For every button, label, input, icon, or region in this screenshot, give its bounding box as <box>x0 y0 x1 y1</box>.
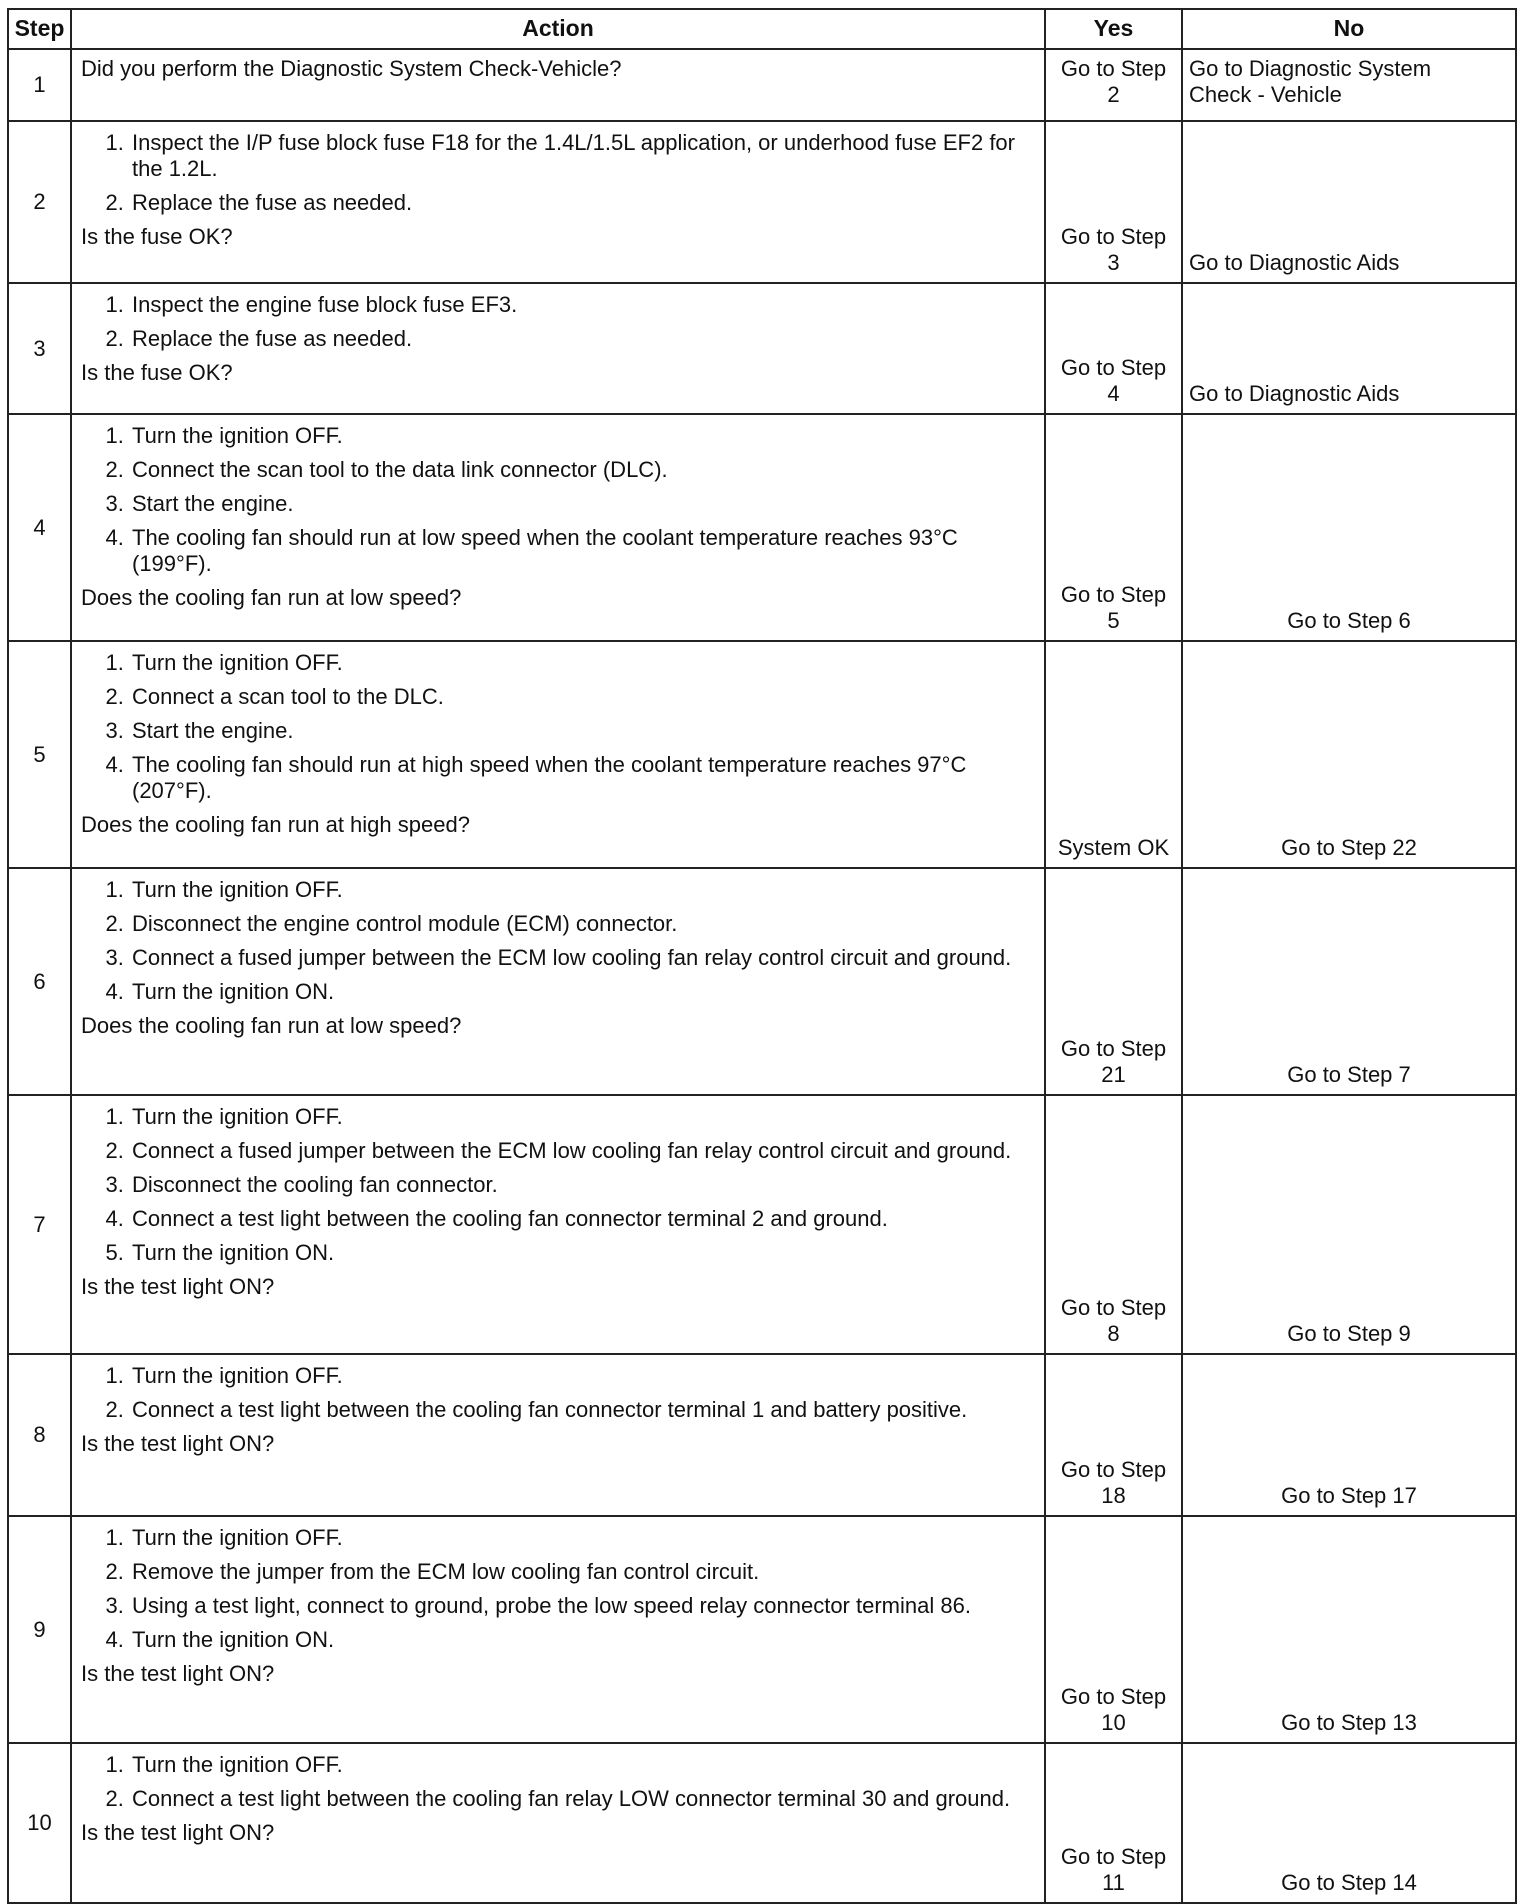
question-text: Does the cooling fan run at high speed? <box>81 811 470 837</box>
instruction-item: 2. Remove the jumper from the ECM low cooling fan control circuit. <box>130 1559 1036 1585</box>
instruction-item: 1. Turn the ignition OFF. <box>130 877 1036 903</box>
instruction-item: 3. Connect a fused jumper between the ECM low cooling fan relay control circuit and ground. <box>130 945 1036 971</box>
no-line: Check - Vehicle <box>1189 81 1342 107</box>
question-text: Is the fuse OK? <box>81 359 233 385</box>
question-text: Does the cooling fan run at low speed? <box>81 584 462 610</box>
action-cell <box>71 1516 1045 1743</box>
no-line: Go to Step 7 <box>1287 1062 1411 1088</box>
yes-line: Go to Step <box>1060 1844 1167 1870</box>
no-line: Go to Step 13 <box>1281 1710 1417 1736</box>
yes-cell <box>1045 1095 1182 1354</box>
action-cell <box>71 1354 1045 1516</box>
header-yes: Yes <box>1045 9 1182 49</box>
no-line: Go to Step 9 <box>1287 1321 1411 1347</box>
instruction-list <box>81 292 1036 352</box>
instruction-item: 4. Turn the ignition ON. <box>130 1627 1036 1653</box>
diagnostic-table-container <box>7 8 1515 1904</box>
table-body <box>8 49 1516 1903</box>
no-line: Go to Step 6 <box>1287 608 1411 634</box>
step-number: 1 <box>8 49 71 121</box>
instruction-item: 1. Inspect the engine fuse block fuse EF3. <box>130 292 1036 318</box>
yes-line: Go to Step <box>1060 1457 1167 1483</box>
no-line: Go to Step 14 <box>1281 1870 1417 1896</box>
yes-cell <box>1045 1516 1182 1743</box>
question-text: Is the test light ON? <box>81 1660 275 1686</box>
instruction-item: 1. Turn the ignition OFF. <box>130 1104 1036 1130</box>
step-number: 9 <box>8 1516 71 1743</box>
action-cell <box>71 414 1045 641</box>
yes-cell <box>1045 283 1182 414</box>
no-cell <box>1182 414 1516 641</box>
yes-line: 21 <box>1101 1062 1126 1088</box>
instruction-item: 2. Connect a scan tool to the DLC. <box>130 684 1036 710</box>
no-cell <box>1182 868 1516 1095</box>
no-cell <box>1182 121 1516 283</box>
table-row <box>8 868 1516 1095</box>
table-row <box>8 121 1516 283</box>
header-row <box>8 9 1516 49</box>
instruction-list <box>81 877 1036 1005</box>
yes-line: 10 <box>1101 1710 1126 1736</box>
action-cell <box>71 641 1045 868</box>
step-number: 2 <box>8 121 71 283</box>
table-row <box>8 1354 1516 1516</box>
table-row <box>8 49 1516 121</box>
instruction-item: 1. Turn the ignition OFF. <box>130 1525 1036 1551</box>
yes-line: System OK <box>1057 835 1170 861</box>
instruction-list <box>81 130 1036 216</box>
no-cell <box>1182 641 1516 868</box>
instruction-item: 3. Disconnect the cooling fan connector. <box>130 1172 1036 1198</box>
no-cell <box>1182 1743 1516 1903</box>
no-cell <box>1182 283 1516 414</box>
instruction-item: 1. Turn the ignition OFF. <box>130 650 1036 676</box>
action-cell <box>71 868 1045 1095</box>
instruction-list <box>81 1752 1036 1812</box>
table-row <box>8 1095 1516 1354</box>
yes-line: 5 <box>1107 608 1120 634</box>
instruction-item: 2. Replace the fuse as needed. <box>130 190 1036 216</box>
table-row <box>8 1743 1516 1903</box>
step-number: 4 <box>8 414 71 641</box>
yes-cell <box>1045 868 1182 1095</box>
action-cell <box>71 1095 1045 1354</box>
action-cell <box>71 49 1045 121</box>
yes-cell <box>1045 1743 1182 1903</box>
instruction-item: 4. Turn the ignition ON. <box>130 979 1036 1005</box>
step-number: 5 <box>8 641 71 868</box>
header-no: No <box>1182 9 1516 49</box>
instruction-item: 1. Inspect the I/P fuse block fuse F18 for the 1.4L/1.5L application, or underhood fuse EF2 for the 1.2L. <box>130 130 1036 182</box>
yes-line: Go to Step <box>1060 56 1167 81</box>
yes-cell <box>1045 641 1182 868</box>
yes-cell <box>1045 414 1182 641</box>
step-number: 10 <box>8 1743 71 1903</box>
question-text: Is the test light ON? <box>81 1430 275 1456</box>
yes-line: Go to Step <box>1060 224 1167 250</box>
yes-cell <box>1045 1354 1182 1516</box>
yes-cell <box>1045 49 1182 121</box>
no-line: Go to Diagnostic Aids <box>1189 250 1400 276</box>
table-row <box>8 414 1516 641</box>
table-row <box>8 283 1516 414</box>
diagnostic-table <box>7 8 1517 1904</box>
header-action: Action <box>71 9 1045 49</box>
yes-line: 8 <box>1107 1321 1120 1347</box>
yes-line: Go to Step <box>1060 355 1167 381</box>
instruction-item: 4. Connect a test light between the cooling fan connector terminal 2 and ground. <box>130 1206 1036 1232</box>
yes-line: 18 <box>1101 1483 1126 1509</box>
instruction-item: 4. The cooling fan should run at high speed when the coolant temperature reaches 97°C (207°F). <box>130 752 1036 804</box>
instruction-item: 3. Using a test light, connect to ground, probe the low speed relay connector terminal 86. <box>130 1593 1036 1619</box>
yes-line: Go to Step <box>1060 1684 1167 1710</box>
question-text: Is the test light ON? <box>81 1273 275 1299</box>
header-step: Step <box>8 9 71 49</box>
instruction-item: 1. Turn the ignition OFF. <box>130 1363 1036 1389</box>
no-line: Go to Step 17 <box>1281 1483 1417 1509</box>
question-text: Does the cooling fan run at low speed? <box>81 1012 462 1038</box>
action-cell <box>71 283 1045 414</box>
instruction-item: 2. Disconnect the engine control module (ECM) connector. <box>130 911 1036 937</box>
instruction-item: 1. Turn the ignition OFF. <box>130 423 1036 449</box>
instruction-list <box>81 1363 1036 1423</box>
instruction-list <box>81 423 1036 577</box>
yes-line: 11 <box>1102 1870 1125 1896</box>
action-cell <box>71 1743 1045 1903</box>
no-cell <box>1182 1516 1516 1743</box>
question-text: Is the test light ON? <box>81 1819 275 1845</box>
no-cell <box>1182 49 1516 121</box>
step-number: 8 <box>8 1354 71 1516</box>
instruction-item: 2. Connect a test light between the cooling fan connector terminal 1 and battery positive. <box>130 1397 1036 1423</box>
instruction-list <box>81 1104 1036 1266</box>
instruction-item: 4. The cooling fan should run at low speed when the coolant temperature reaches 93°C (199°F). <box>130 525 1036 577</box>
yes-line: Go to Step <box>1060 1036 1167 1062</box>
table-row <box>8 1516 1516 1743</box>
yes-line: Go to Step <box>1060 1295 1167 1321</box>
instruction-list <box>81 1525 1036 1653</box>
instruction-item: 5. Turn the ignition ON. <box>130 1240 1036 1266</box>
question-text: Did you perform the Diagnostic System Check-Vehicle? <box>81 56 622 81</box>
question-text: Is the fuse OK? <box>81 223 233 249</box>
instruction-item: 1. Turn the ignition OFF. <box>130 1752 1036 1778</box>
step-number: 7 <box>8 1095 71 1354</box>
no-line: Go to Diagnostic Aids <box>1189 381 1400 407</box>
instruction-item: 2. Connect a test light between the cooling fan relay LOW connector terminal 30 and ground. <box>130 1786 1036 1812</box>
instruction-item: 2. Connect the scan tool to the data link connector (DLC). <box>130 457 1036 483</box>
instruction-item: 3. Start the engine. <box>130 491 1036 517</box>
no-cell <box>1182 1354 1516 1516</box>
instruction-item: 2. Connect a fused jumper between the ECM low cooling fan relay control circuit and ground. <box>130 1138 1036 1164</box>
table-row <box>8 641 1516 868</box>
yes-line: Go to Step <box>1060 582 1167 608</box>
no-line: Go to Diagnostic System <box>1189 56 1432 81</box>
action-cell <box>71 121 1045 283</box>
yes-line: 4 <box>1107 381 1120 407</box>
instruction-list <box>81 650 1036 804</box>
yes-line: 3 <box>1107 250 1120 276</box>
step-number: 6 <box>8 868 71 1095</box>
yes-cell <box>1045 121 1182 283</box>
instruction-item: 3. Start the engine. <box>130 718 1036 744</box>
no-line: Go to Step 22 <box>1281 835 1417 861</box>
instruction-item: 2. Replace the fuse as needed. <box>130 326 1036 352</box>
yes-line: 2 <box>1107 81 1120 107</box>
no-cell <box>1182 1095 1516 1354</box>
step-number: 3 <box>8 283 71 414</box>
